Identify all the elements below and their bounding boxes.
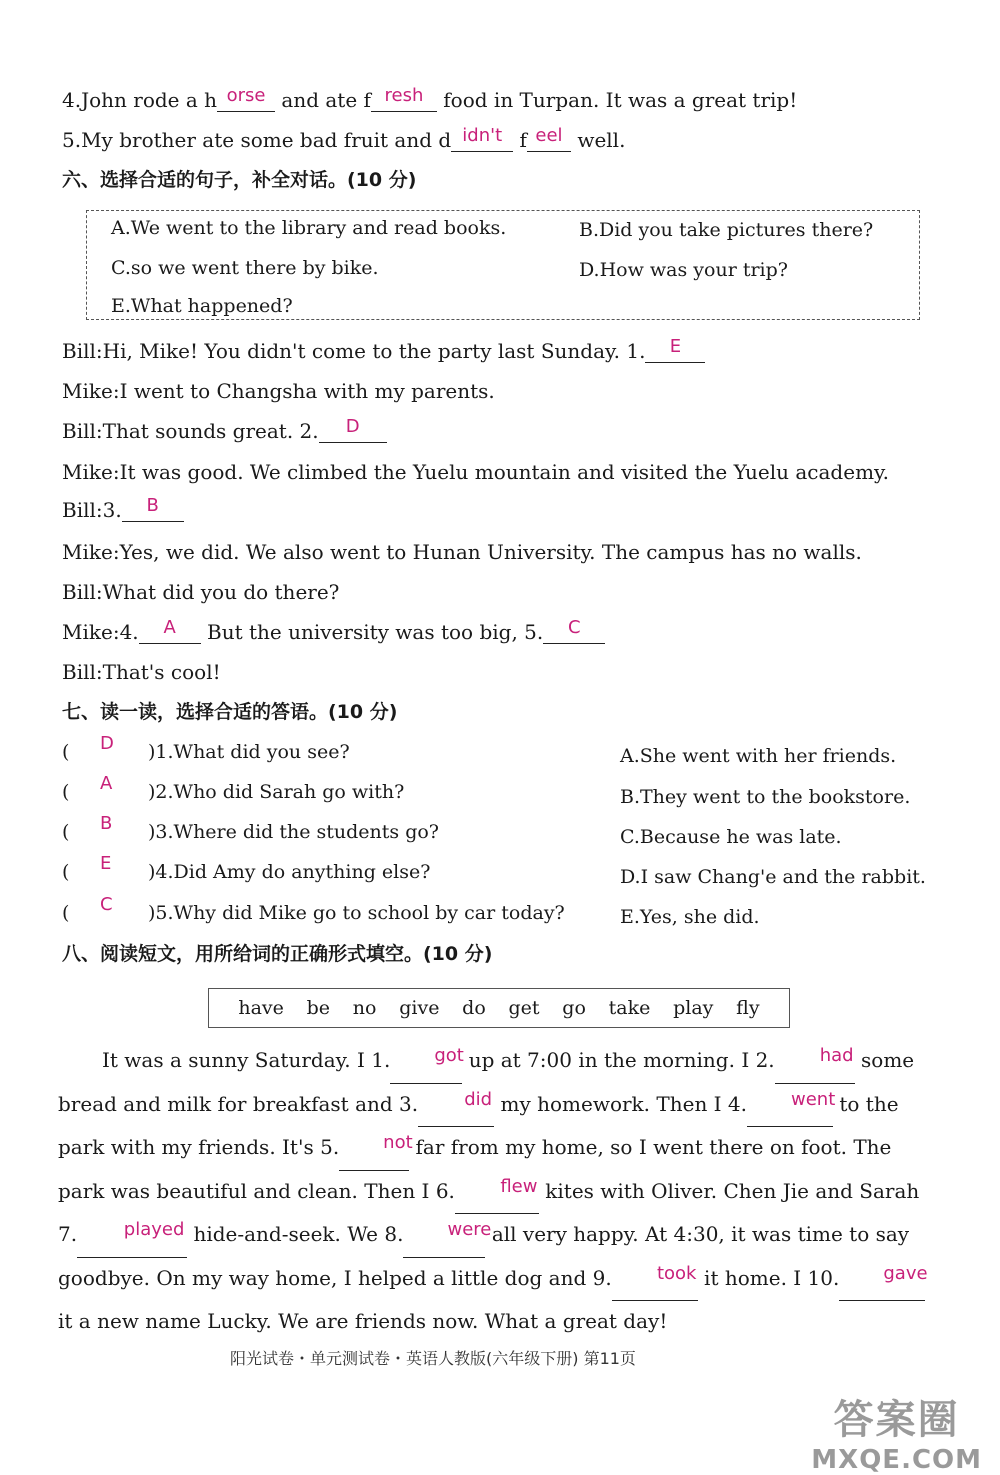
- match-question-2: ( A )2.Who did Sarah go with?: [62, 773, 405, 803]
- dialogue-line-6: Mike:Yes, we did. We also went to Hunan University. The campus has no walls.: [62, 540, 862, 564]
- match-question-4: ( E )4.Did Amy do anything else?: [62, 853, 431, 883]
- word-get: get: [508, 997, 540, 1019]
- passage-answer-8: were: [447, 1219, 492, 1240]
- word-fly: fly: [736, 997, 760, 1019]
- match-option-a: A.She went with her friends.: [620, 745, 897, 767]
- word-do: do: [462, 997, 486, 1019]
- passage-answer-4: went: [791, 1088, 836, 1110]
- answer-d3: B: [146, 495, 159, 516]
- dialogue-line-2: Mike:I went to Changsha with my parents.: [62, 379, 495, 403]
- watermark-url: MXQE.COM: [811, 1445, 982, 1475]
- passage-answer-2: had: [819, 1045, 854, 1066]
- passage-answer-3: did: [464, 1088, 493, 1110]
- match-question-1: ( D )1.What did you see?: [62, 733, 350, 763]
- match-answer-1: D: [100, 733, 114, 754]
- option-d: D.How was your trip?: [579, 259, 788, 281]
- option-c: C.so we went there by bike.: [111, 257, 379, 279]
- watermark-logo: [811, 1388, 982, 1475]
- section7-heading: 七、读一读，选择合适的答语。(10 分): [62, 701, 398, 723]
- word-no: no: [352, 997, 377, 1019]
- option-e: E.What happened?: [111, 295, 293, 317]
- word-have: have: [238, 997, 284, 1019]
- dialogue-line-5: Bill:3. B: [62, 500, 184, 522]
- match-answer-3: B: [100, 813, 113, 834]
- match-option-c: C.Because he was late.: [620, 826, 842, 848]
- match-answer-2: A: [100, 773, 113, 794]
- match-answer-5: C: [100, 894, 113, 915]
- q4-line: 4.John rode a h orse and ate f resh food in Turpan. It was a great trip!: [62, 85, 798, 112]
- section8-heading: 八、阅读短文，用所给词的正确形式填空。(10 分): [62, 943, 493, 965]
- match-option-b: B.They went to the bookstore.: [620, 786, 911, 808]
- option-a: A.We went to the library and read books.: [111, 217, 507, 239]
- dialogue-line-8: Mike:4. A But the university was too big, 5. C: [62, 622, 605, 644]
- word-be: be: [306, 997, 331, 1019]
- answer-q5-a: idn't: [462, 125, 503, 146]
- options-box: [86, 210, 920, 320]
- word-take: take: [608, 997, 651, 1019]
- word-go: go: [562, 997, 586, 1019]
- match-question-5: ( C )5.Why did Mike go to school by car today?: [62, 894, 565, 924]
- watermark-logo-text: 答案圈: [833, 1397, 960, 1443]
- passage-answer-7: played: [123, 1219, 185, 1240]
- q5-line: 5.My brother ate some bad fruit and d idn't f eel well.: [62, 125, 626, 152]
- match-question-3: ( B )3.Where did the students go?: [62, 813, 439, 843]
- passage-answer-6: flew: [500, 1175, 538, 1197]
- passage-answer-10: gave: [883, 1262, 928, 1284]
- match-option-d: D.I saw Chang'e and the rabbit.: [620, 866, 926, 888]
- option-b: B.Did you take pictures there?: [579, 219, 874, 241]
- match-answer-4: E: [100, 853, 112, 874]
- dialogue-line-1: Bill:Hi, Mike! You didn't come to the party last Sunday. 1. E: [62, 341, 705, 363]
- section6-heading: 六、选择合适的句子，补全对话。(10 分): [62, 169, 417, 191]
- passage-answer-1: got: [434, 1045, 464, 1066]
- answer-d5: C: [567, 617, 581, 638]
- passage-answer-9: took: [656, 1262, 697, 1284]
- passage-answer-5: not: [383, 1132, 413, 1153]
- reading-passage: It was a sunny Saturday. I 1. got up at 7:00 in the morning. I 2. had some bread and milk for breakfast and 3. did my homework. Then I 4. went to the park with my friends. It's 5. not far from my home, so I went there on foot. The park was beautiful and clean. Then I 6. flew kites with Oliver. Chen Jie and Sarah 7. played hide-and-seek. We 8. were all very happy. At 4:30, it was time to say goodbye. On my way home, I helped a little dog and 9. took it home. I 10. gave it a new name Lucky. We are friends now. What a great day!: [58, 1040, 942, 1342]
- word-bank: [208, 988, 790, 1028]
- answer-d4: A: [163, 617, 176, 638]
- word-play: play: [673, 997, 714, 1019]
- dialogue-line-4: Mike:It was good. We climbed the Yuelu mountain and visited the Yuelu academy.: [62, 460, 890, 484]
- word-give: give: [399, 997, 440, 1019]
- answer-q4-b: resh: [384, 85, 424, 106]
- page-footer: 阳光试卷・单元测试卷・英语人教版(六年级下册) 第11页: [230, 1349, 636, 1368]
- answer-d1: E: [669, 336, 682, 357]
- dialogue-line-9: Bill:That's cool!: [62, 660, 221, 684]
- answer-d2: D: [345, 416, 360, 437]
- dialogue-line-7: Bill:What did you do there?: [62, 580, 340, 604]
- answer-q4-a: orse: [226, 85, 266, 106]
- dialogue-line-3: Bill:That sounds great. 2. D: [62, 421, 387, 443]
- match-option-e: E.Yes, she did.: [620, 906, 760, 928]
- answer-q5-b: eel: [535, 125, 563, 146]
